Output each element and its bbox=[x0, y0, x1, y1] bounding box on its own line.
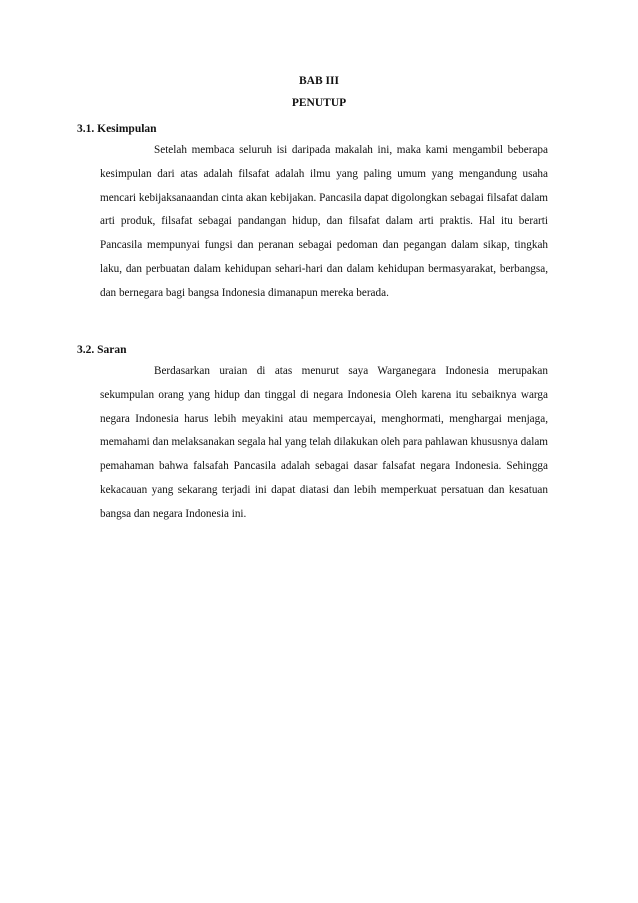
section-heading-saran: 3.2. Saran bbox=[77, 344, 127, 356]
chapter-title: PENUTUP bbox=[291, 97, 347, 109]
section-paragraph-saran: Berdasarkan uraian di atas menurut saya Warganegara Indonesia merupakan sekumpulan orang yang hidup dan tinggal di negara Indonesia Oleh karena itu sebaiknya warga negara Indonesia harus lebih meyakini atau mempercayai, menghormati, menghargai menjaga, memahami dan melaksanakan segala hal yang telah dilakukan oleh para pahlawan khususnya dalam pemahaman bahwa falsafah Pancasila adalah sebagai dasar falsafat negara Indonesia. Sehingga kekacauan yang sekarang terjadi ini dapat diatasi dan lebih memperkuat persatuan dan kesatuan bangsa dan negara Indonesia ini. bbox=[100, 365, 548, 520]
chapter-number: BAB III bbox=[299, 75, 339, 87]
section-paragraph-kesimpulan: Setelah membaca seluruh isi daripada makalah ini, maka kami mengambil beberapa kesimpulan dari atas adalah filsafat adalah ilmu yang paling umum yang mengandung usaha mencari kebijaksanaandan cinta akan kebijakan. Pancasila dapat digolongkan sebagai filsafat dalam arti produk, filsafat sebagai pandangan hidup, dan filsafat dalam arti praktis. Hal itu berarti Pancasila mempunyai fungsi dan peranan sebagai pedoman dan pegangan dalam sikap, tingkah laku, dan perbuatan dalam kehidupan sehari-hari dan dalam kehidupan bermasyarakat, berbangsa, dan bernegara bagi bangsa Indonesia dimanapun mereka berada. bbox=[100, 144, 548, 299]
section-heading-kesimpulan: 3.1. Kesimpulan bbox=[77, 123, 157, 135]
